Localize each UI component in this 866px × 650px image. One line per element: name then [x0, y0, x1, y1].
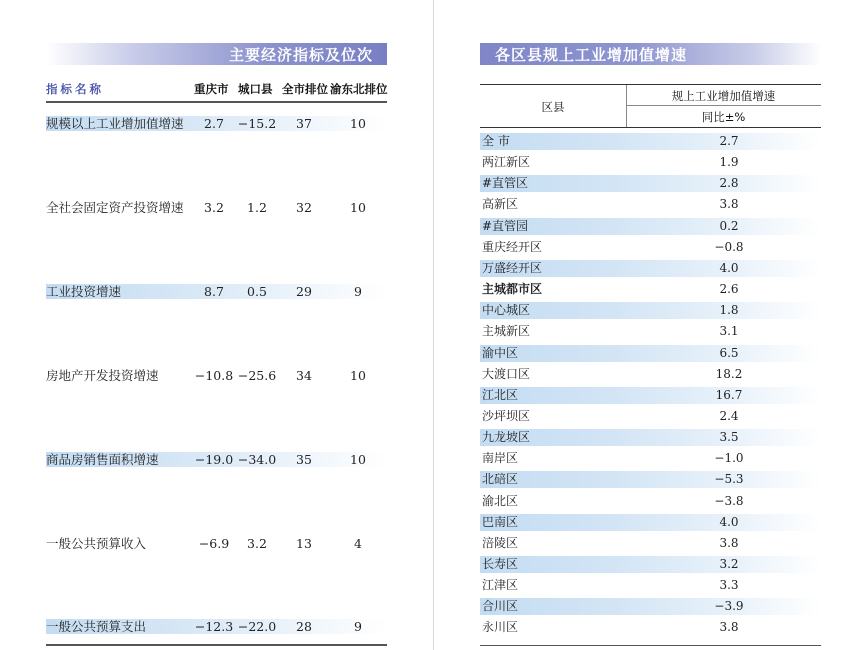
- row-shading: [480, 556, 821, 573]
- district-row: [480, 619, 821, 636]
- indicator-row: [46, 452, 387, 467]
- row-shading: [480, 387, 821, 404]
- page-divider: [433, 0, 434, 650]
- indicator-label: 商品房销售面积增速: [46, 452, 159, 467]
- value-city-rank: 29: [296, 284, 312, 299]
- left-header-rule: [46, 101, 387, 103]
- header-region-rank: 渝东北排位: [330, 82, 388, 96]
- district-name: 合川区: [482, 599, 519, 613]
- district-name: 高新区: [482, 197, 519, 211]
- row-shading: [480, 429, 821, 446]
- value-city-rank: 32: [296, 200, 312, 215]
- indicator-row: [46, 368, 387, 383]
- indicator-label: 规模以上工业增加值增速: [46, 116, 184, 131]
- district-name: #直管区: [482, 176, 529, 190]
- district-row: [480, 450, 821, 467]
- district-name: 北碚区: [482, 472, 519, 486]
- header-chongqing: 重庆市: [194, 82, 229, 96]
- district-name: 涪陵区: [482, 536, 519, 550]
- right-page-title: 各区县规上工业增加值增速: [495, 46, 688, 64]
- district-row: [480, 323, 821, 340]
- district-name: 永川区: [482, 620, 519, 634]
- district-growth-value: 3.8: [719, 197, 739, 211]
- row-shading: [480, 345, 821, 362]
- district-growth-value: 2.6: [719, 282, 739, 296]
- value-region-rank: 9: [354, 619, 362, 634]
- row-shading: [480, 598, 821, 615]
- row-shading: [480, 302, 821, 319]
- indicator-row: [46, 619, 387, 634]
- row-shading: [480, 133, 821, 150]
- district-name: 重庆经开区: [482, 240, 543, 254]
- district-row: [480, 196, 821, 213]
- district-growth-value: 3.8: [719, 620, 739, 634]
- district-growth-value: 6.5: [719, 346, 739, 360]
- district-name: 大渡口区: [482, 367, 531, 381]
- district-name: 长寿区: [482, 557, 519, 571]
- indicator-label: 房地产开发投资增速: [46, 368, 159, 383]
- district-growth-value: 16.7: [715, 388, 743, 402]
- district-growth-value: 2.8: [719, 176, 739, 190]
- value-region-rank: 10: [350, 452, 366, 467]
- district-row: [480, 302, 821, 319]
- district-growth-value: 4.0: [719, 515, 739, 529]
- row-shading: [480, 175, 821, 192]
- value-chengkou: 0.5: [247, 284, 267, 299]
- district-growth-value: 1.8: [719, 303, 739, 317]
- header-yoy: 同比±%: [701, 110, 746, 124]
- header-indicator-name: 指标名称: [46, 82, 104, 96]
- indicator-row: [46, 536, 387, 551]
- district-name: 万盛经开区: [482, 261, 543, 275]
- district-row: [480, 345, 821, 362]
- district-growth-value: 3.3: [719, 578, 739, 592]
- district-growth-value: −5.3: [714, 472, 744, 486]
- district-name: 南岸区: [482, 451, 519, 465]
- district-name: 主城新区: [482, 324, 531, 338]
- district-row: [480, 239, 821, 256]
- right-header-bottom-rule: [480, 127, 821, 128]
- district-name: 渝中区: [482, 346, 519, 360]
- district-growth-value: 3.2: [719, 557, 739, 571]
- district-growth-value: 3.1: [719, 324, 739, 338]
- district-row: [480, 133, 821, 150]
- value-chengkou: −15.2: [237, 116, 277, 131]
- district-growth-value: −1.0: [714, 451, 744, 465]
- row-shading: [480, 471, 821, 488]
- value-city-rank: 35: [296, 452, 312, 467]
- header-metric: 规上工业增加值增速: [671, 89, 776, 103]
- value-chongqing: −19.0: [194, 452, 234, 467]
- district-name: 巴南区: [482, 515, 519, 529]
- value-city-rank: 37: [296, 116, 312, 131]
- value-city-rank: 13: [296, 536, 312, 551]
- district-row: [480, 387, 821, 404]
- row-shading: [480, 514, 821, 531]
- district-name: 两江新区: [482, 155, 531, 169]
- district-row: [480, 154, 821, 171]
- indicator-label: 工业投资增速: [46, 284, 122, 299]
- header-chengkou: 城口县: [238, 82, 273, 96]
- value-region-rank: 10: [350, 368, 366, 383]
- district-row: [480, 556, 821, 573]
- indicator-label: 一般公共预算支出: [46, 619, 147, 634]
- district-row: [480, 493, 821, 510]
- header-city-rank: 全市排位: [282, 82, 328, 96]
- value-region-rank: 10: [350, 200, 366, 215]
- value-chengkou: −34.0: [237, 452, 277, 467]
- district-growth-value: 4.0: [719, 261, 739, 275]
- district-row: [480, 471, 821, 488]
- value-city-rank: 28: [296, 619, 312, 634]
- district-name: 江津区: [482, 578, 519, 592]
- value-chongqing: 8.7: [204, 284, 224, 299]
- district-name: 九龙坡区: [482, 430, 531, 444]
- district-growth-value: 1.9: [719, 155, 739, 169]
- value-chengkou: 3.2: [247, 536, 267, 551]
- district-row: [480, 366, 821, 383]
- district-name: 中心城区: [482, 303, 531, 317]
- indicator-row: [46, 116, 387, 131]
- district-growth-value: 3.5: [719, 430, 739, 444]
- value-chongqing: −12.3: [194, 619, 234, 634]
- left-title-banner: [46, 43, 387, 65]
- value-chongqing: −6.9: [198, 536, 230, 551]
- district-growth-value: 3.8: [719, 536, 739, 550]
- district-row: [480, 598, 821, 615]
- right-table-top-rule: [480, 84, 821, 85]
- district-growth-value: 18.2: [715, 367, 743, 381]
- value-region-rank: 9: [354, 284, 362, 299]
- district-row: [480, 175, 821, 192]
- district-row: [480, 408, 821, 425]
- district-growth-value: 0.2: [719, 219, 739, 233]
- district-growth-value: −3.9: [714, 599, 744, 613]
- left-page-title: 主要经济指标及位次: [228, 46, 373, 64]
- value-chongqing: 3.2: [204, 200, 224, 215]
- district-row: [480, 218, 821, 235]
- district-row: [480, 514, 821, 531]
- indicator-row: [46, 200, 387, 215]
- district-row: [480, 281, 821, 298]
- district-name: 沙坪坝区: [482, 409, 531, 423]
- district-name: 渝北区: [482, 494, 519, 508]
- district-growth-value: 2.7: [719, 134, 739, 148]
- district-row: [480, 260, 821, 277]
- right-header-mid-rule: [626, 105, 821, 106]
- district-row: [480, 535, 821, 552]
- district-growth-value: −3.8: [714, 494, 744, 508]
- indicator-label: 全社会固定资产投资增速: [46, 200, 184, 215]
- value-chongqing: −10.8: [194, 368, 234, 383]
- district-row: [480, 577, 821, 594]
- right-bottom-rule: [480, 645, 821, 646]
- right-title-banner: [480, 43, 821, 65]
- row-shading: [480, 218, 821, 235]
- left-bottom-rule: [46, 644, 387, 646]
- value-chongqing: 2.7: [204, 116, 224, 131]
- district-name: 全 市: [482, 134, 510, 148]
- value-city-rank: 34: [296, 368, 312, 383]
- district-name: #直管园: [482, 219, 529, 233]
- header-district: 区县: [541, 100, 565, 114]
- district-growth-value: 2.4: [719, 409, 739, 423]
- district-growth-value: −0.8: [714, 240, 744, 254]
- value-chengkou: −25.6: [237, 368, 277, 383]
- value-region-rank: 4: [354, 536, 362, 551]
- value-chengkou: 1.2: [247, 200, 267, 215]
- district-name: 主城都市区: [482, 282, 543, 296]
- value-region-rank: 10: [350, 116, 366, 131]
- district-name: 江北区: [482, 388, 519, 402]
- indicator-label: 一般公共预算收入: [46, 536, 147, 551]
- value-chengkou: −22.0: [237, 619, 277, 634]
- district-row: [480, 429, 821, 446]
- indicator-row: [46, 284, 387, 299]
